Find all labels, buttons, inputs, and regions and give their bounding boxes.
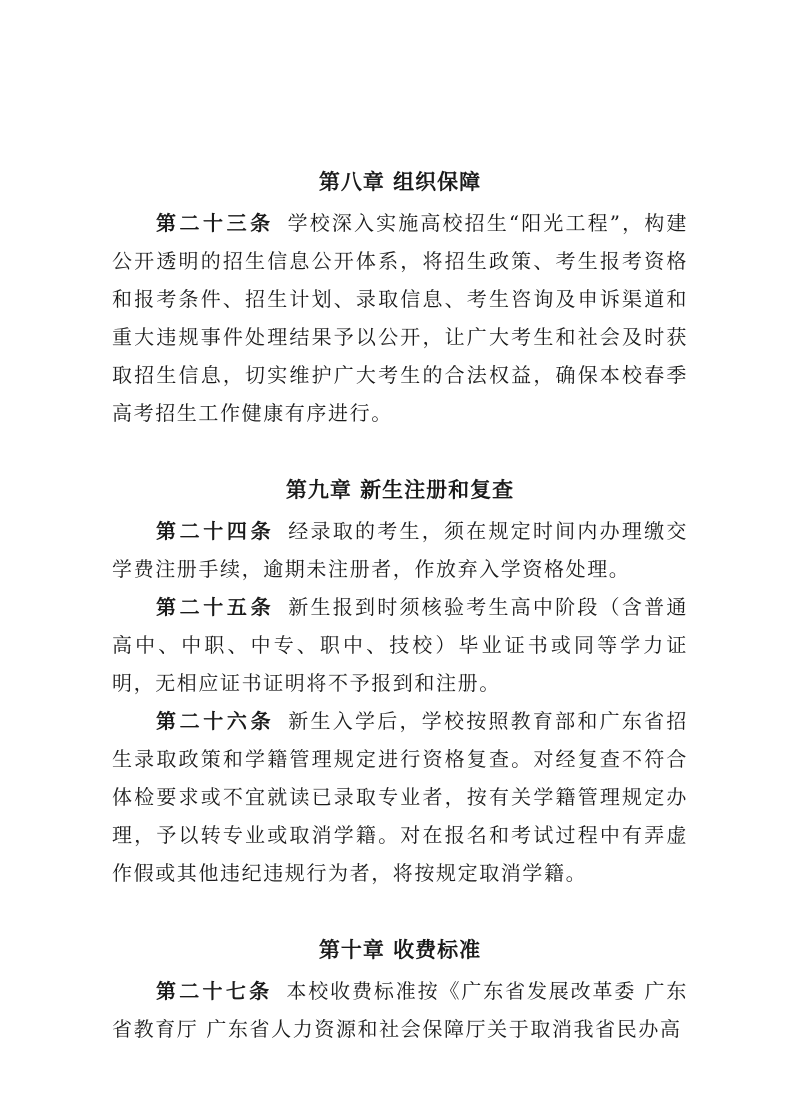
article-26 — [112, 702, 688, 892]
article-24 — [112, 512, 688, 588]
article-23-number: 第二十三条 — [156, 211, 274, 235]
chapter-9-section — [112, 476, 688, 892]
article-26-text: 新生入学后，学校按照教育部和广东省招生录取政策和学籍管理规定进行资格复查。对经复查不符合体检要求或不宜就读已录取专业者，按有关学籍管理规定办理，予以转专业或取消学籍。对在报名和考试过程中有弄虚作假或其他违纪违规行为者，将按规定取消学籍。 — [112, 709, 688, 885]
article-27-text: 本校收费标准按《广东省发展改革委 广东省教育厅 广东省人力资源和社会保障厅关于取消我省民办高 — [112, 979, 688, 1041]
article-24-number: 第二十四条 — [156, 519, 275, 543]
chapter-10-section — [112, 936, 688, 1048]
article-25-text: 新生报到时须核验考生高中阶段（含普通高中、中职、中专、职中、技校）毕业证书或同等学力证明，无相应证书证明将不予报到和注册。 — [112, 595, 688, 695]
chapter-8-title: 第八章 组织保障 — [318, 170, 482, 194]
article-24-text: 经录取的考生，须在规定时间内办理缴交学费注册手续，逾期未注册者，作放弃入学资格处理。 — [112, 519, 688, 581]
article-27 — [112, 972, 688, 1048]
document-page — [112, 168, 688, 1092]
article-23-text: 学校深入实施高校招生“阳光工程”，构建公开透明的招生信息公开体系，将招生政策、考生报考资格和报考条件、招生计划、录取信息、考生咨询及申诉渠道和重大违规事件处理结果予以公开，让广大考生和社会及时获取招生信息，切实维护广大考生的合法权益，确保本校春季高考招生工作健康有序进行。 — [112, 211, 688, 425]
article-23 — [112, 204, 688, 432]
chapter-8-section — [112, 168, 688, 432]
chapter-9-title: 第九章 新生注册和复查 — [285, 478, 515, 502]
chapter-10-title: 第十章 收费标准 — [318, 938, 482, 962]
article-26-number: 第二十六条 — [156, 709, 275, 733]
article-25-number: 第二十五条 — [156, 595, 275, 619]
article-27-number: 第二十七条 — [156, 979, 273, 1003]
article-25 — [112, 588, 688, 702]
